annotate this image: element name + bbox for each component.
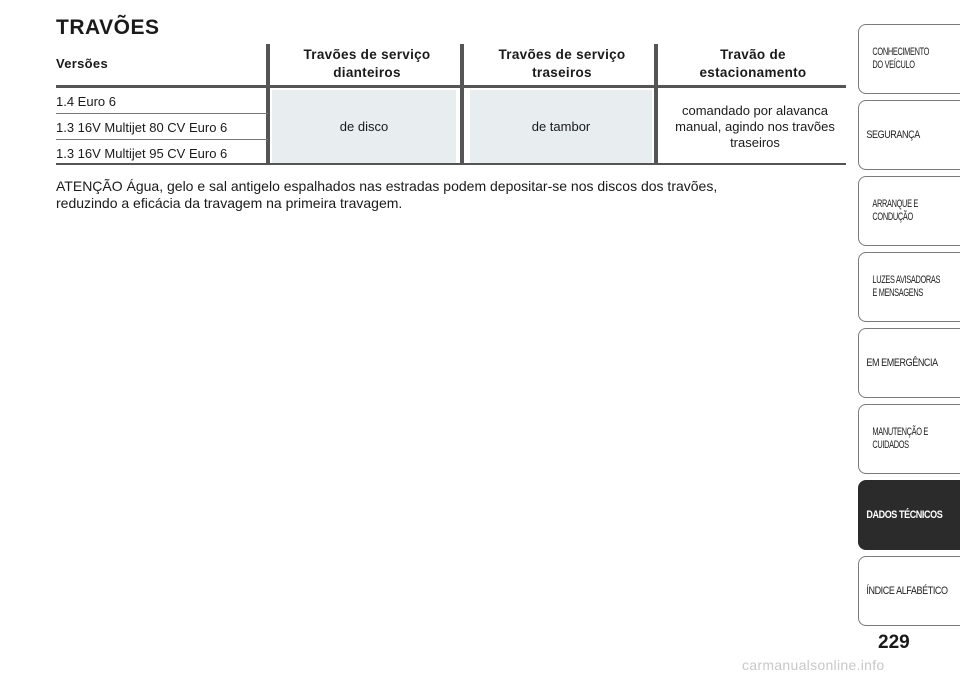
tab-luzes-avisadoras[interactable] xyxy=(858,252,960,322)
tab-label-line: ARRANQUE E xyxy=(872,198,918,210)
tab-conhecimento-do-veiculo[interactable] xyxy=(858,24,960,94)
header-rear-line1: Travões de serviço xyxy=(498,47,626,62)
front-brake-value: de disco xyxy=(339,118,389,134)
parking-value-line1: comandado por alavanca xyxy=(682,102,828,118)
row-version-3: 1.3 16V Multijet 95 CV Euro 6 xyxy=(56,146,228,161)
brakes-table xyxy=(56,44,846,165)
header-versions: Versões xyxy=(56,56,108,71)
tab-label: EM EMERGÊNCIA xyxy=(866,356,938,369)
parking-value-line2: manual, agindo nos travões xyxy=(675,118,835,134)
header-front-line2: dianteiros xyxy=(333,65,401,80)
row-divider xyxy=(56,139,268,140)
tab-label-line: DO VEÍCULO xyxy=(872,59,915,71)
tab-em-emergencia[interactable] xyxy=(858,328,960,398)
tab-label xyxy=(859,198,929,224)
header-divider xyxy=(56,85,846,88)
rear-brake-value: de tambor xyxy=(531,118,591,134)
row-divider xyxy=(56,113,268,114)
tab-label: SEGURANÇA xyxy=(866,128,920,141)
tab-label xyxy=(859,426,942,452)
column-separator xyxy=(266,44,270,165)
header-rear-brakes xyxy=(466,46,658,82)
parking-brake-value xyxy=(660,90,850,163)
column-separator xyxy=(460,44,464,165)
tab-label-line: CONDUÇÃO xyxy=(872,211,913,223)
tab-arranque-e-conducao[interactable] xyxy=(858,176,960,246)
row-version-1: 1.4 Euro 6 xyxy=(56,94,116,109)
parking-value-line3: traseiros xyxy=(730,134,780,150)
tab-label-line: LUZES AVISADORAS xyxy=(872,274,941,286)
header-parking-line2: estacionamento xyxy=(699,65,807,80)
warning-note-line1: ATENÇÃO Água, gelo e sal antigelo espalhados nas estradas podem depositar-se nos discos dos travões, xyxy=(56,178,718,194)
watermark-text: carmanualsonline.info xyxy=(742,657,885,673)
table-bottom-rule xyxy=(56,163,846,165)
tab-label-line: CUIDADOS xyxy=(872,439,909,451)
tab-label-line: CONHECIMENTO xyxy=(872,46,930,58)
warning-note-line2: reduzindo a eficácia da travagem na primeira travagem. xyxy=(56,195,403,211)
tab-label xyxy=(859,274,956,300)
tab-seguranca[interactable] xyxy=(858,100,960,170)
tab-label-line: E MENSAGENS xyxy=(872,287,923,299)
header-front-line1: Travões de serviço xyxy=(303,47,431,62)
tab-label xyxy=(859,46,943,72)
header-parking-line1: Travão de xyxy=(720,47,786,62)
chapter-tabs xyxy=(858,24,960,634)
row-version-2: 1.3 16V Multijet 80 CV Euro 6 xyxy=(56,120,228,135)
tab-dados-tecnicos[interactable] xyxy=(858,480,960,550)
header-front-brakes xyxy=(270,46,464,82)
page-number: 229 xyxy=(878,632,910,653)
tab-label: DADOS TÉCNICOS xyxy=(866,508,943,521)
tab-indice-alfabetico[interactable] xyxy=(858,556,960,626)
header-parking-brake xyxy=(660,46,846,82)
column-separator xyxy=(654,44,658,165)
header-rear-line2: traseiros xyxy=(532,65,592,80)
tab-manutencao-e-cuidados[interactable] xyxy=(858,404,960,474)
tab-label: ÍNDICE ALFABÉTICO xyxy=(866,584,948,597)
warning-note xyxy=(56,178,826,212)
page-title: TRAVÕES xyxy=(56,16,160,39)
tab-label-line: MANUTENÇÃO E xyxy=(872,426,928,438)
